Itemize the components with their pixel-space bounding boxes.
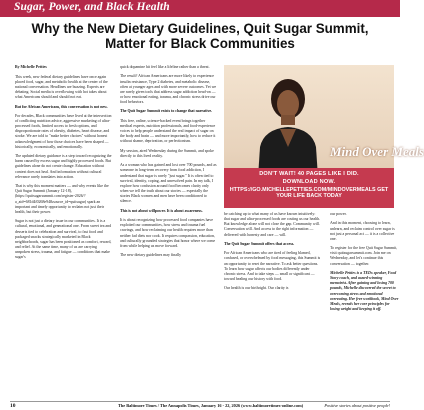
footer-tagline: Positive stories about positive people! [324, 403, 390, 408]
mind-over-meals-ad[interactable] [224, 65, 424, 208]
paragraph: That is why this moment matters — and why events like the Quit Sugar Summit (January 12-18), (https://quitsugarsummit.com/register-2026/?a_aid=681d4f0268e94&source_id=quitsugar) spark an important and timely opportunity to reclaim not just their health, but their power. [15, 184, 109, 214]
paragraph: And in this moment, choosing to learn, unlearn, and reclaim control over sugar is not just a personal act — it is a collective one. [330, 221, 395, 241]
author-bio: Michelle Petties is a TEDx speaker, Food Story coach, and award-winning memoirist. After gaining and losing 700 pounds, Michelle discovered the secret to overcoming stress and emotional overeating. Her free workbook, Mind Over Meals, reveals her core principles for losing weight and keeping it off. [330, 270, 399, 312]
section-banner [0, 0, 400, 17]
article-column-2 [120, 65, 218, 397]
paragraph: quick dopamine hit feel like a lifeline rather than a threat. [120, 65, 210, 69]
paragraph: The updated dietary guidance is a step toward recognizing the harm caused by excess sugar and highly processed foods. But guidelines alone do not create change. Education without context does not heal. And information without cultural relevance rarely translates into action. [15, 154, 112, 179]
subheading: The Quit Sugar Summit exists to change that narrative. [120, 109, 213, 114]
byline: By Michelle Petties [15, 65, 47, 69]
footer-divider [10, 401, 390, 402]
ad-url[interactable]: HTTPS://GO.MICHELLEPETTIES.COM/MINDOVERMEALS GET YOUR LIFE BACK TODAY [229, 187, 389, 199]
page-number: 10 [10, 403, 16, 409]
article-column-1 [15, 65, 112, 397]
page-footer [10, 403, 390, 410]
article-headline [10, 21, 390, 51]
paragraph: It is about recognizing how processed food companies have exploited our communities, how stress and trauma fuel cravings, and how reclaiming our health requires more than neither fad diets nor cook. It requires compassion, education, and culturally grounded strategies that honor where we come from while helping us move forward. [120, 218, 216, 248]
subheading: This is not about willpower. It is about awareness. [120, 208, 203, 213]
publication-info: The Baltimore Times / The Annapolis Times, January 16 - 22, 2026 (www.baltimoretimes-online.com) [118, 403, 304, 408]
article-column-4 [330, 212, 400, 397]
paragraph: To register for the free Quit Sugar Summit, visit quitsugarsummit.com. Join me on Wednesday, and let's continue this conversation — together. [330, 246, 398, 266]
ad-cta-line-1: DON'T WAIT! 40 PAGES LIKE I DID. [259, 171, 359, 177]
subheading: The Quit Sugar Summit offers that access. [224, 241, 295, 246]
paragraph: The new dietary guidelines may finally [120, 253, 182, 258]
ad-cta-line-2: DOWNLOAD NOW. [282, 179, 336, 185]
subheading: But for African Americans, this conversation is not new. [15, 104, 108, 109]
section-banner-label: Sugar, Power, and Black Health [14, 1, 170, 13]
headline-line-2: Matter for Black Communities [105, 36, 295, 51]
headline-line-1: Why the New Dietary Guidelines, Quit Sugar Summit, [31, 21, 369, 36]
paragraph: The result? African Americans are more likely to experience insulin resistance, Type 2 diabetes, and metabolic disease, often at younger ages and with more severe outcomes. Yet we are rarely given tools that address sugar addiction head-on — or how emotional eating, trauma, and chronic stress drive our food behaviors. [120, 74, 217, 105]
paragraph: Sugar is not just a dietary issue in our communities. It is a cultural, emotional, and generational one. From sweet tea and desserts tied to celebration and survival, to fast food and packaged snacks strategically marketed in Black neighborhoods, sugar has been positioned as comfort, reward, and relief. At the same time, many of us are carrying unspoken stress, trauma, and fatigue — conditions that make sugar's [15, 219, 112, 260]
paragraph: Our health is our birthright. Our clarity is [224, 286, 289, 291]
paragraph: My session, aired Wednesday during the Summit, and spoke directly to this lived reality. [120, 148, 214, 158]
paragraph: For African Americans who are tired of feeling blamed, confused, or overwhelmed by food messaging, this Summit is an opportunity to reset the narrative. To ask better questions. To learn how sugar affects our bodies differently under chronic stress. And to take steps — small or significant — toward healing our history with food. [224, 251, 321, 282]
paragraph: This free, online, science-backed event brings together medical experts, nutrition professionals, and food-experience voices to help people understand the real impact of sugar on the body and brain — and more importantly, how to reduce it without shame, deprivation, or perfectionism. [120, 118, 216, 144]
paragraph: our power. [330, 212, 347, 216]
paragraph: As a woman who has gained and lost over 700 pounds, and as someone in long-term recovery from food addiction, I understand that sugar is rarely "just sugar." It is often tied to survival, identity, coping, and unresolved pain. In my talk, I explore how confusion around food becomes clarity only when we tell the truth about our stories — especially the stories Black women and men have been conditioned to silence. [120, 163, 217, 204]
article-column-3 [224, 212, 322, 397]
ad-title: Mind Over Meals [330, 144, 424, 159]
paragraph: For decades, Black communities have lived at the intersection of conflicting nutrition advice, aggressive marketing of ultra-processed foods, limited access to fresh options, and disproportionate rates of obesity, diabetes, heart disease, and stroke. We are told to "make better choices" without honest acknowledgment of how those choices have been shaped — historically, economically, and emotionally. [15, 113, 112, 149]
paragraph: be catching up to what many of us have known intuitively: that sugar and ultra-processed foods are costing us our health. But knowledge alone will not close the gap. Community will. Conversation will. And access to the right information — delivered with honesty and care — will. [224, 212, 321, 237]
paragraph: This week, new federal dietary guidelines have once again placed food, sugar, and metabolic health at the center of the national conversation. Headlines are buzzing. Experts are debating. Social media is overflowing with hot takes about what Americans should and should not eat. [15, 74, 108, 100]
